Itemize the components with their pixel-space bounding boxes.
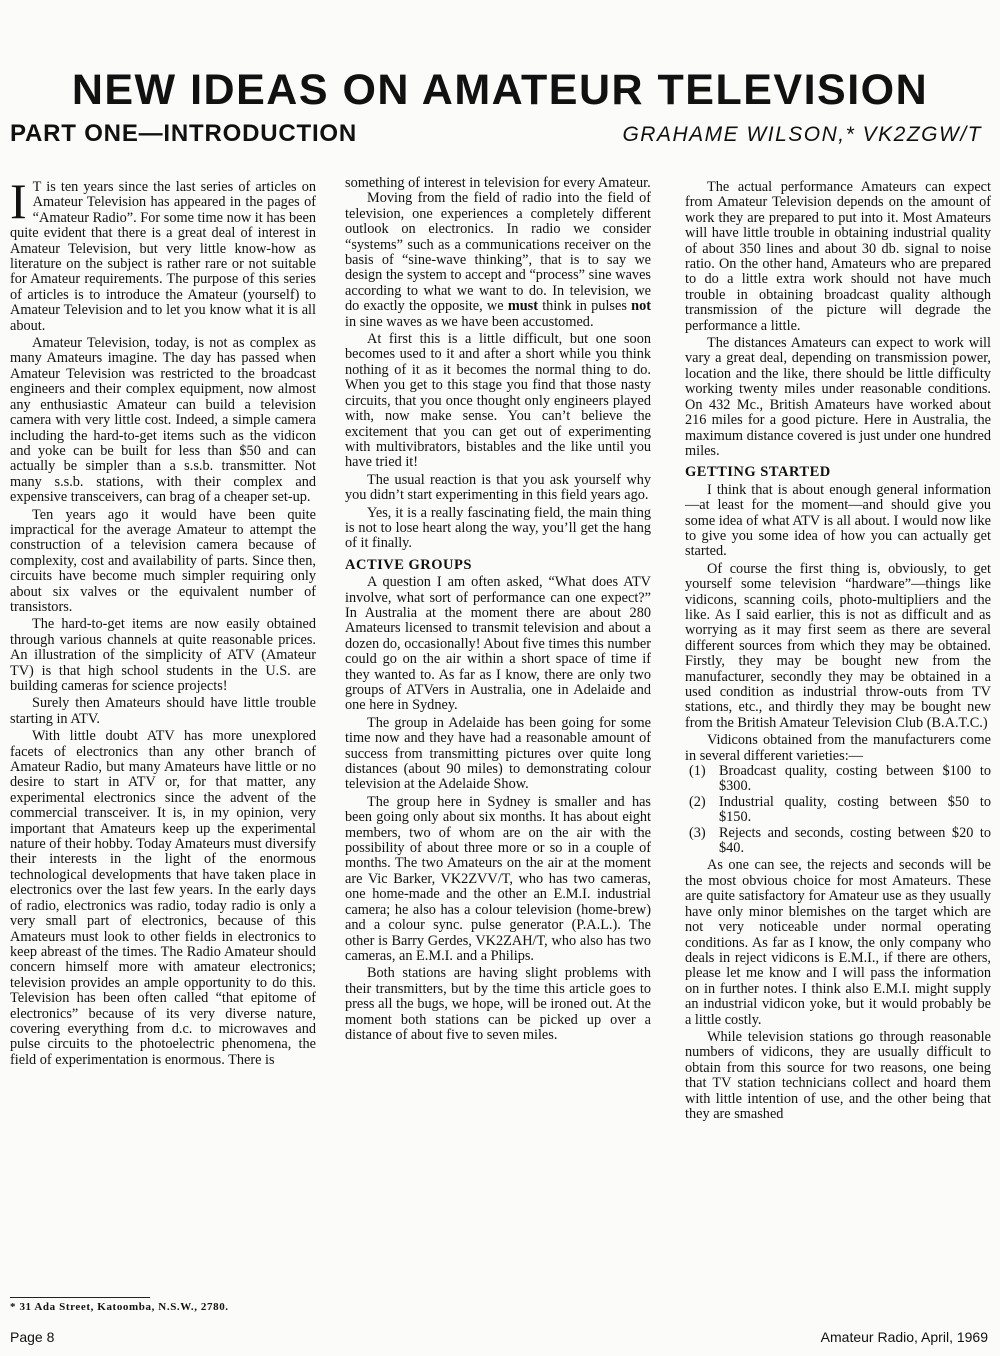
vidicon-varieties-list <box>685 764 991 856</box>
paragraph: A question I am often asked, “What does ATV involve, what sort of performance can one expect?” In Australia at the moment there are about 280 Amateurs licensed to transmit television and about a dozen do, occasionally! About five times this number could go on the air within a short space of time if they wanted to. As far as I know, there are only two groups of ATVers in Australia, one in Adelaide and one here in Sydney. <box>345 574 651 714</box>
drop-cap: I <box>10 173 27 229</box>
paragraph: Of course the first thing is, obviously, to get yourself some television “hardware”—things like vidicons, scanning coils, photo-multipliers and the like. As I said earlier, this is not as difficult and as worrying as it may first seem as there are several different sources from which they may be obtained. Firstly, they may be bought new from the manufacturer, secondly they may be obtained in a used condition as industrial throw-outs from TV stations, etc., and thirdly they may be bought new from the British Amateur Television Club (B.A.T.C.) <box>685 560 991 731</box>
list-item: (3) Rejects and seconds, costing between $20 to $40. <box>689 824 991 857</box>
paragraph: The group in Adelaide has been going for some time now and they have had a reasonable amount of success from transmitting pictures over quite long distances (about 90 miles) to demonstrating colour television at the Adelaide Show. <box>345 714 651 793</box>
paragraph: Ten years ago it would have been quite impractical for the average Amateur to attempt the construction of a television camera because of complexity, cost and availability of parts. Since then, circuits have become much simpler requiring only about six valves or the equivalent number of transistors. <box>10 506 316 615</box>
paragraph: At first this is a little difficult, but one soon becomes used to it and after a short while you think nothing of it as it becomes the normal thing to do. When you get to this stage you find that those nasty circuits, that you once thought only engineers played with, now make sense. You can’t believe the excitement that you can get out of experimenting with multivibrators, bistables and the like until you have tried it! <box>345 331 651 471</box>
paragraph: I think that is about enough general information—at least for the moment—and should give you some idea of what ATV is all about. I would now like to give you some idea of how you can actually get started. <box>685 481 991 560</box>
column-1 <box>10 173 316 1068</box>
paragraph: Moving from the field of radio into the field of television, one experiences a completely different outlook on electronics. In radio we consider “systems” such as a communications receiver on the basis of “sine-wave thinking”, that is to say we design the system to accept and “process” sine waves according to what we want to do. In television, we do exactly the opposite, we must think in pulses not in sine waves as we have been accustomed. <box>345 190 651 330</box>
author-footnote: * 31 Ada Street, Katoomba, N.S.W., 2780. <box>10 1301 229 1313</box>
paragraph: The group here in Sydney is smaller and has been going only about six months. It has about eight members, two of whom are on the air with the possibility of about three more or so in a couple of months. The two Amateurs on the air at the moment are Vic Barker, VK2ZVV/T, who has two cameras, one home-made and the other an E.M.I. industrial camera; he also has a colour television (home-brew) and a colour sync. pulse generator (P.A.L.). The other is Barry Gerdes, VK2ZAH/T, who also has two cameras, an E.M.I. and a Philips. <box>345 793 651 964</box>
paragraph: With little doubt ATV has more unexplored facets of electronics than any other branch of Amateur Radio, but many Amateurs have little or no desire to start in ATV or, for that matter, any experimental electronics since the advent of the commercial transceiver. It is, in my opinion, very important that Amateurs keep up the experimental nature of their hobby. Today Amateurs must diversify their interests in the light of the enormous technological developments that have taken place in electronics over the last few years. In the early days of radio, electronics was radio, today radio is only a very small part of electronics, because of this Amateurs must look to other fields in electronics to keep abreast of the times. The Radio Amateur should concern himself more with amateur electronics; television provides an ample opportunity to do this. Television has been often called “that epitome of electronics” because of its very diverse nature, covering everything from d.c. to microwaves and pulse circuits to the photoelectric phenomena, the field of experimentation is enormous. There is <box>10 728 316 1068</box>
paragraph: While television stations go through reasonable numbers of vidicons, they are usually difficult to obtain from this source for two reasons, one being that TV station technicians collect and hoard them with little intention of use, and the other being that they are smashed <box>685 1028 991 1122</box>
section-heading-active-groups: ACTIVE GROUPS <box>345 556 472 573</box>
paragraph: something of interest in television for every Amateur. <box>345 175 651 191</box>
paragraph: Surely then Amateurs should have little trouble starting in ATV. <box>10 695 316 727</box>
article-part-heading: PART ONE—INTRODUCTION <box>10 120 358 147</box>
page-number: Page 8 <box>10 1329 55 1345</box>
list-item: (1) Broadcast quality, costing between $100 to $300. <box>689 763 991 795</box>
column-3 <box>685 180 991 1122</box>
paragraph: The actual performance Amateurs can expect from Amateur Television depends on the amount of work they are prepared to put into it. Most Amateurs will have little trouble in obtaining industrial quality of about 350 lines and about 30 db. signal to noise ratio. On the other hand, Amateurs who are prepared to do a little extra work should not have much trouble in obtaining broadcast quality although transmission of the picture will degrade the performance a little. <box>685 179 991 334</box>
journal-footer: Amateur Radio, April, 1969 <box>820 1329 988 1345</box>
paragraph: I T is ten years since the last series of articles on Amateur Television has appeared in the pages of “Amateur Radio”. For some time now it has been quite evident that there is a great deal of interest in Amateur Television, but very little know-how as literature on the subject is rather rare or not suitable for Amateur requirements. The purpose of this series of articles is to introduce the Amateur (yourself) to Amateur Television and to let you know what it is all about. <box>10 173 316 334</box>
footnote-rule <box>10 1297 150 1298</box>
paragraph: The distances Amateurs can expect to work will vary a great deal, depending on transmission power, location and the like, there should be little difficulty working twenty miles under reasonable conditions. On 432 Mc., British Amateurs have worked about 216 miles for a good picture. Here in Australia, the maximum distance covered is just under one hundred miles. <box>685 335 991 459</box>
column-2 <box>345 176 651 1043</box>
paragraph: Vidicons obtained from the manufacturers come in several different varieties:— <box>685 732 991 764</box>
paragraph: Amateur Television, today, is not as complex as many Amateurs imagine. The day has passed when Amateur Television was restricted to the broadcast engineers and their complex equipment, now almost any enthusiastic Amateur can build a television camera with very little cost. Indeed, a simple camera including the hard-to-get items such as the vidicon and yoke can be built for less than $50 and can actually be simpler than a s.s.b. transmitter. Not many s.s.b. stations, with their complex and expensive transceivers, can brag of a cheaper set-up. <box>10 335 316 506</box>
paragraph: The usual reaction is that you ask yourself why you didn’t start experimenting in this field years ago. <box>345 471 651 504</box>
paragraph: Yes, it is a really fascinating field, the main thing is not to lose heart along the way, you’ll get the hang of it finally. <box>345 504 651 552</box>
paragraph: As one can see, the rejects and seconds will be the most obvious choice for most Amateurs. These are quite satisfactory for Amateur use as they usually have only minor blemishes on the target which are not very noticeable under normal operating conditions. As far as I know, the only company who deals in reject vidicons is E.M.I., if there are others, please let me know and I will pass the information on in further notes. I think also E.M.I. might supply an industrial vidicon yoke, but it would probably be a little costly. <box>685 857 991 1028</box>
section-heading-getting-started: GETTING STARTED <box>685 464 831 481</box>
article-title: NEW IDEAS ON AMATEUR TELEVISION <box>71 66 929 114</box>
article-author: GRAHAME WILSON,* VK2ZGW/T <box>622 123 982 146</box>
list-item: (2) Industrial quality, costing between $50 to $150. <box>689 793 991 826</box>
paragraph: The hard-to-get items are now easily obtained through various channels at quite reasonable prices. An illustration of the simplicity of ATV (Amateur TV) is that high school students in the U.S. are building cameras for science projects! <box>10 616 316 694</box>
paragraph: Both stations are having slight problems with their transmitters, but by the time this article goes to press all the bugs, we hope, will be ironed out. At the moment both stations can be picked up over a distance of about five to seven miles. <box>345 965 651 1043</box>
